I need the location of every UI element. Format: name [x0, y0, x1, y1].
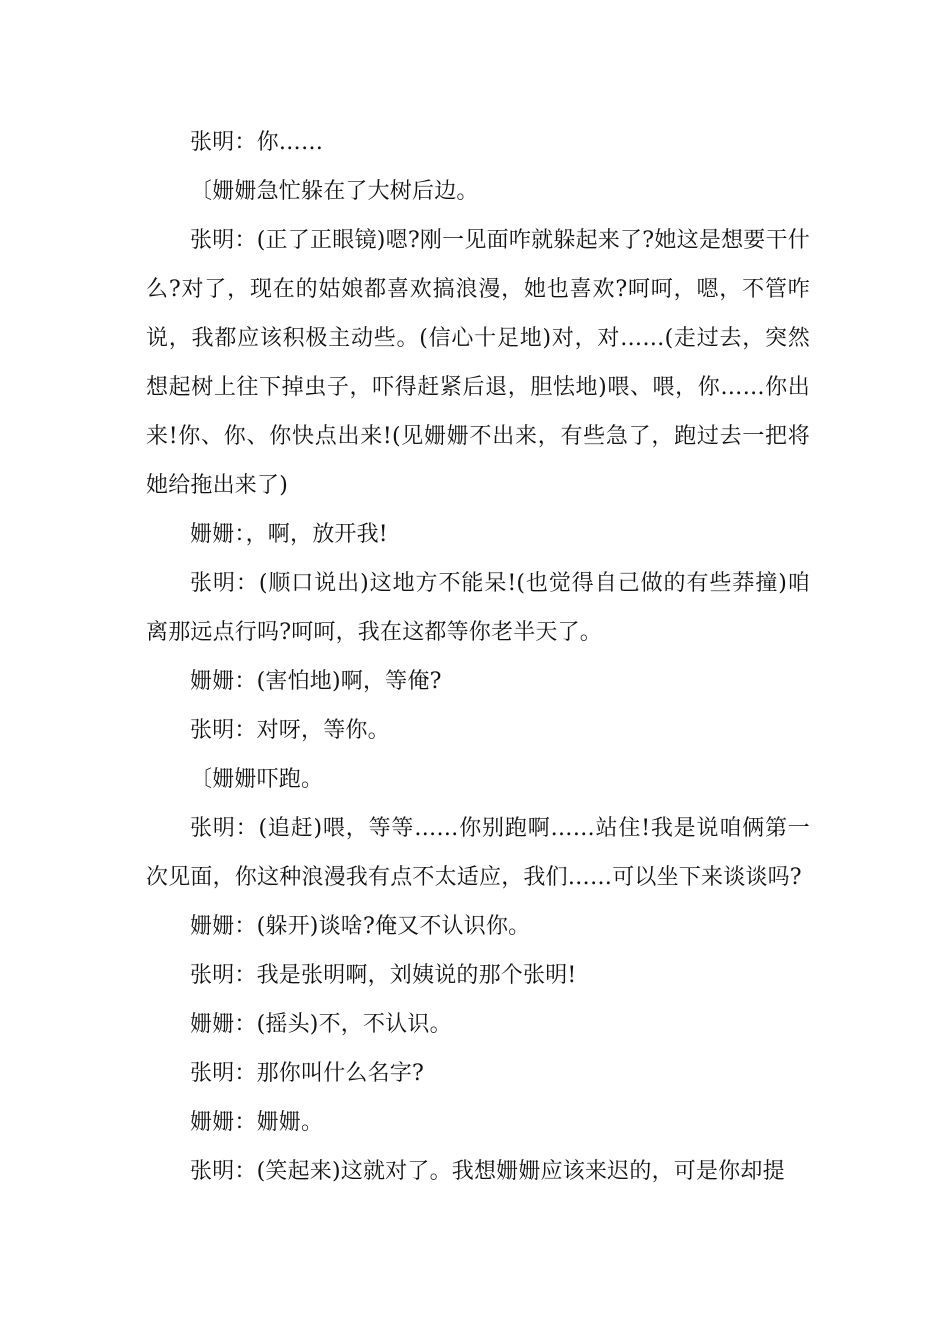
- dialogue-line: 姗姗：(害怕地)啊，等俺?: [190, 669, 442, 694]
- dialogue-line: 张明：你……: [190, 130, 324, 155]
- stage-direction: 〔姗姗急忙躲在了大树后边。: [190, 179, 479, 204]
- script-text-body: [146, 118, 810, 1196]
- stage-direction: 〔姗姗吓跑。: [190, 767, 324, 792]
- dialogue-line: 张明：对呀，等你。: [190, 718, 390, 743]
- dialogue-line: 张明：(正了正眼镜)嗯?刚一见面咋就躲起来了?她这是想要干什么?对了，现在的姑娘都喜欢搞浪漫，她也喜欢?呵呵，嗯，不管咋说，我都应该积极主动些。(信心十足地)对，对……(走过去，突然想起树上往下掉虫子，吓得赶紧后退，胆怯地)喂、喂，你……你出来!你、你、你快点出来!(见姗姗不出来，有些急了，跑过去一把将她给拖出来了): [146, 228, 810, 498]
- dialogue-line: 姗姗：，啊，放开我!: [190, 522, 388, 547]
- dialogue-line: 姗姗：姗姗。: [190, 1110, 324, 1135]
- dialogue-line: 张明：(追赶)喂，等等……你别跑啊……站住!我是说咱俩第一次见面，你这种浪漫我有点不太适应，我们……可以坐下来谈谈吗?: [146, 816, 810, 890]
- dialogue-line: 姗姗：(摇头)不，不认识。: [190, 1012, 452, 1037]
- dialogue-line: 张明：(笑起来)这就对了。我想姗姗应该来迟的，可是你却提: [190, 1159, 785, 1184]
- dialogue-line: 姗姗：(躲开)谈啥?俺又不认识你。: [190, 914, 531, 939]
- dialogue-line: 张明：我是张明啊，刘姨说的那个张明!: [190, 963, 577, 988]
- dialogue-line: 张明：(顺口说出)这地方不能呆!(也觉得自己做的有些莽撞)咱离那远点行吗?呵呵，我在这都等你老半天了。: [146, 571, 810, 645]
- dialogue-line: 张明：那你叫什么名字?: [190, 1061, 424, 1086]
